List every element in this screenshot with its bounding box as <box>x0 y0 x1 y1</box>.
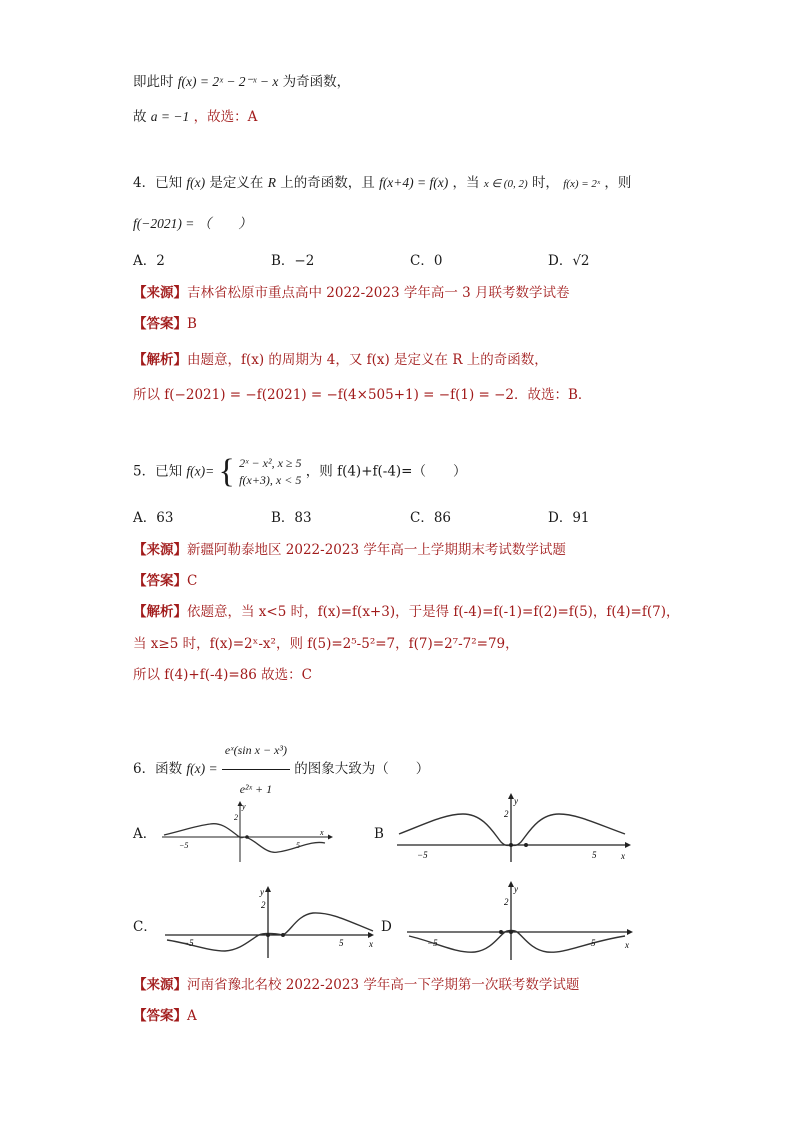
answer-label: 【答案】 <box>133 573 187 589</box>
piece-case-1: 2ˣ − x², x ≥ 5 <box>239 456 302 470</box>
intro-text: 即此时 <box>133 74 174 90</box>
point <box>266 933 270 937</box>
x-axis-label: x <box>625 940 629 950</box>
tick-label-5: 5 <box>591 938 596 948</box>
analysis-text: 依题意，当 x<5 时，f(x)=f(x+3)，于是得 f(-4)=f(-1)=f(2)=f(5)，f(4)=f(7)， <box>187 604 680 620</box>
q5-option-a[interactable]: A．63 <box>133 510 174 526</box>
q5-analysis-1 <box>133 602 679 622</box>
q4-formula: x ∈ (0, 2) <box>483 178 528 190</box>
q4-text: 4．已知 <box>133 175 183 191</box>
q4-text: 时， <box>531 175 559 191</box>
q4-text: ，则 <box>604 175 632 191</box>
intro-line-2 <box>133 107 257 127</box>
q6-text: 的图象大致为（ ） <box>294 761 430 777</box>
q4-formula: f(x) = 2ˣ <box>563 178 601 190</box>
answer-label: 【答案】 <box>133 316 187 332</box>
q4-formula: f(−2021) = （ ） <box>133 216 252 231</box>
q6-option-c-label[interactable]: C． <box>133 919 157 935</box>
q4-option-a[interactable]: A．2 <box>133 253 165 269</box>
tick-label-neg5: −5 <box>427 938 438 948</box>
piece-case-2: f(x+3), x < 5 <box>239 473 302 487</box>
q4-ask <box>133 214 252 234</box>
source-text: 河南省豫北名校 2022-2023 学年高一下学期第一次联考数学试题 <box>187 977 580 993</box>
graph-option-a[interactable] <box>160 800 335 865</box>
answer-text: C <box>187 573 198 589</box>
y-axis-arrow <box>265 886 271 892</box>
q4-analysis-2: 所以 f(−2021) = −f(2021) = −f(4×505+1) = −f(1) = −2．故选：B． <box>133 387 592 403</box>
x-axis-label: x <box>621 851 625 861</box>
source-text: 吉林省松原市重点高中 2022-2023 学年高一 3 月联考数学试卷 <box>187 285 570 301</box>
tick-label-5: 5 <box>339 938 344 948</box>
q6-formula: f(x) = <box>186 761 218 776</box>
intro-line-1 <box>133 72 350 92</box>
point <box>509 930 513 934</box>
x-axis-arrow <box>627 929 633 935</box>
intro-formula: f(x) = 2ˣ − 2⁻ˣ − x <box>177 74 279 89</box>
q6-text: 6．函数 <box>133 761 183 777</box>
y-axis-label: y <box>514 796 518 806</box>
x-axis-arrow <box>625 842 631 848</box>
q4-option-b[interactable]: B．−2 <box>271 253 315 269</box>
point <box>245 835 249 839</box>
piecewise-cases <box>239 455 301 489</box>
y-axis-label: y <box>260 887 264 897</box>
graph-option-d[interactable] <box>405 880 635 962</box>
curve <box>399 814 625 846</box>
q6-fraction <box>222 732 290 807</box>
x-axis-label: x <box>320 828 324 837</box>
q6-answer <box>133 1006 197 1026</box>
q5-source <box>133 540 566 560</box>
q6-stem <box>133 732 429 807</box>
tick-label-2: 2 <box>504 809 509 819</box>
piecewise-brace: { <box>218 452 235 490</box>
q6-option-a-label[interactable]: A． <box>133 826 157 842</box>
tick-label-neg5: −5 <box>179 841 189 850</box>
fraction-denominator: e²ˣ + 1 <box>239 782 273 796</box>
intro-text: 为奇函数， <box>282 74 351 90</box>
q4-formula: f(x+4) = f(x) <box>379 175 449 190</box>
tick-label-5: 5 <box>296 841 300 850</box>
source-label: 【来源】 <box>133 542 187 558</box>
q4-option-c[interactable]: C．0 <box>410 253 443 269</box>
intro-text: 故 <box>133 109 147 125</box>
q6-option-d-label[interactable]: D <box>381 919 392 935</box>
q4-text: 是定义在 <box>209 175 264 191</box>
analysis-text: 由题意，f(x) 的周期为 4，又 f(x) 是定义在 R 上的奇函数， <box>187 352 548 368</box>
q4-text: ，当 <box>452 175 480 191</box>
answer-text: A <box>187 1008 197 1024</box>
x-axis-arrow <box>328 835 333 840</box>
tick-label-5: 5 <box>592 850 597 860</box>
q5-option-c[interactable]: C．86 <box>410 510 452 526</box>
q5-analysis-3: 所以 f(4)+f(-4)=86 故选：C <box>133 667 313 683</box>
q5-option-d[interactable]: D．91 <box>548 510 590 526</box>
q4-stem <box>133 173 631 194</box>
q5-text: ，则 f(4)+f(-4)=（ ） <box>305 463 467 480</box>
q4-source <box>133 283 570 303</box>
q4-text: 上的奇函数，且 <box>280 175 375 191</box>
q6-source <box>133 975 579 995</box>
x-axis-label: x <box>369 939 373 949</box>
answer-text: B <box>187 316 197 332</box>
source-label: 【来源】 <box>133 977 187 993</box>
q5-option-b[interactable]: B．83 <box>271 510 312 526</box>
source-label: 【来源】 <box>133 285 187 301</box>
q5-formula: f(x)= <box>186 463 215 479</box>
point <box>499 930 503 934</box>
tick-label-neg5: −5 <box>183 938 194 948</box>
tick-label-neg5: −5 <box>417 850 428 860</box>
tick-label-2: 2 <box>504 897 509 907</box>
intro-formula: a = −1 <box>150 109 190 124</box>
x-axis-arrow <box>368 932 374 938</box>
y-axis-label: y <box>514 884 518 894</box>
q4-analysis-1 <box>133 350 548 370</box>
graph-option-b[interactable] <box>395 792 635 864</box>
fraction-numerator: eˣ(sin x − x³) <box>222 732 290 770</box>
analysis-label: 【解析】 <box>133 604 187 620</box>
q4-option-d[interactable]: D．√2 <box>548 253 590 269</box>
graph-option-c[interactable] <box>163 885 378 960</box>
point <box>524 843 528 847</box>
q5-stem <box>133 452 467 490</box>
source-text: 新疆阿勒泰地区 2022-2023 学年高一上学期期末考试数学试题 <box>187 542 566 558</box>
q5-answer <box>133 571 197 591</box>
q5-analysis-2: 当 x≥5 时，f(x)=2ˣ-x²，则 f(5)=2⁵-5²=7，f(7)=2⁷-7²=79， <box>133 636 519 652</box>
q4-formula: f(x) <box>186 175 206 190</box>
point <box>509 843 513 847</box>
y-axis-label: y <box>242 802 246 811</box>
tick-label-2: 2 <box>261 900 266 910</box>
q4-answer <box>133 314 197 334</box>
q4-formula: R <box>267 175 276 190</box>
analysis-label: 【解析】 <box>133 352 187 368</box>
answer-label: 【答案】 <box>133 1008 187 1024</box>
tick-label-2: 2 <box>234 813 238 822</box>
intro-answer: ，故选：A <box>193 109 258 125</box>
point <box>281 933 285 937</box>
q6-option-b-label[interactable]: B <box>374 826 384 842</box>
q5-text: 5．已知 <box>133 463 183 480</box>
